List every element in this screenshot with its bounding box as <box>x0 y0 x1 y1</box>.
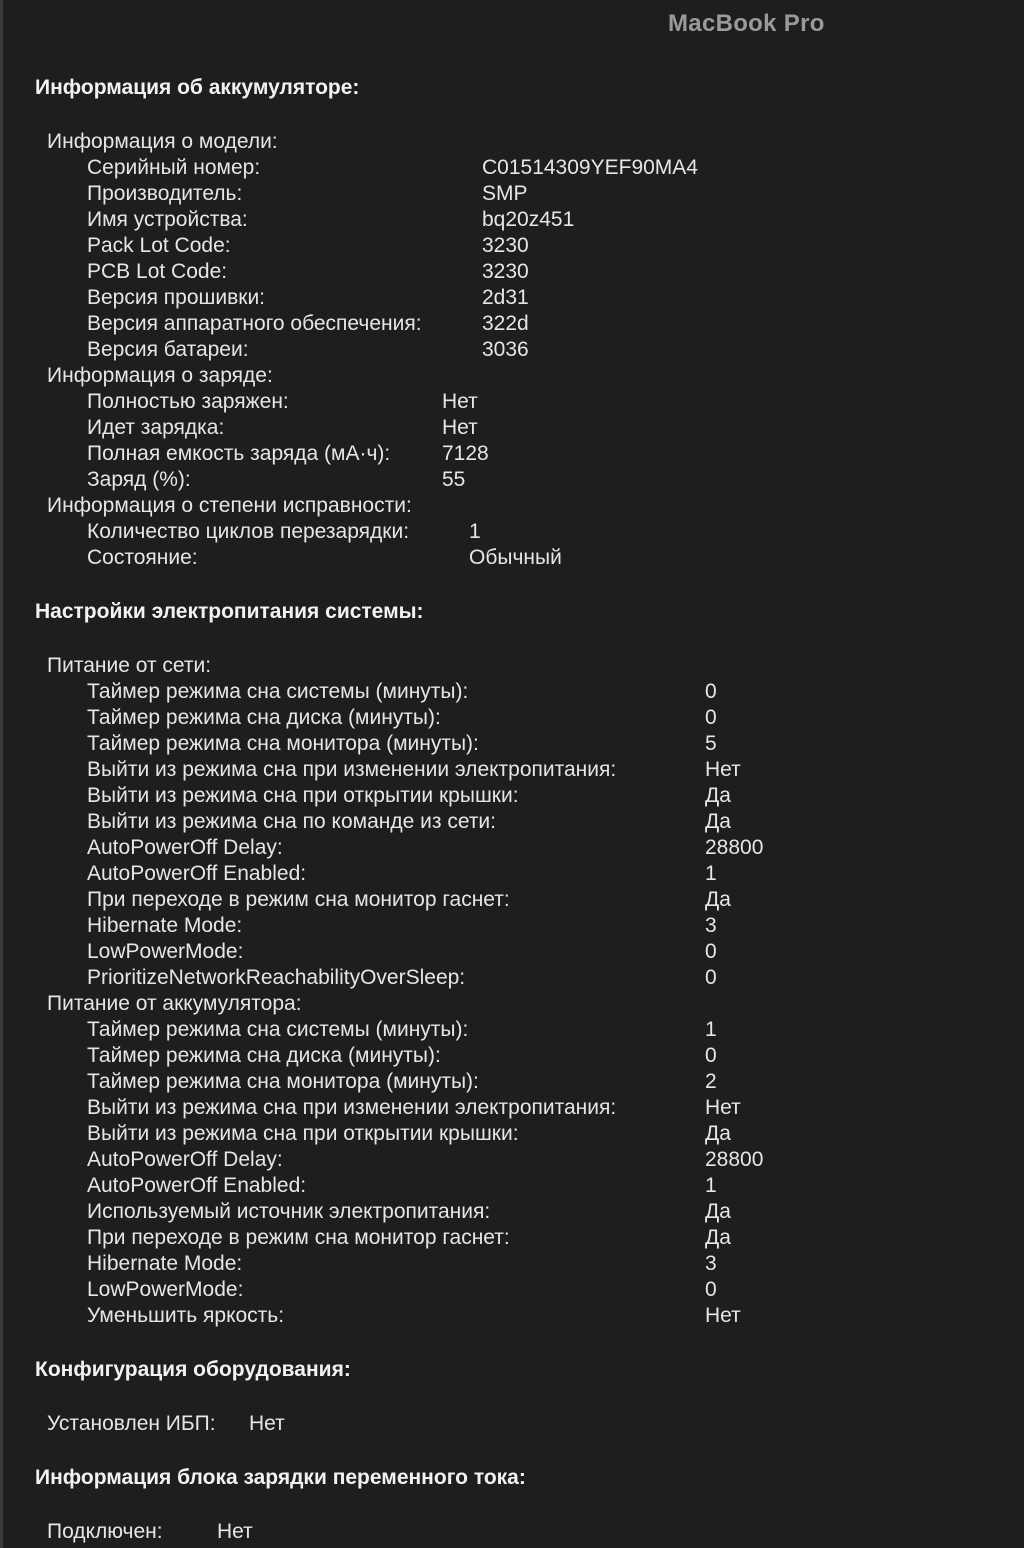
charger-connected-value: Нет <box>217 1520 253 1543</box>
ac-power-value: Нет <box>705 758 741 781</box>
charge-info-key: Заряд (%): <box>87 468 191 491</box>
model-info-key: PCB Lot Code: <box>87 260 228 283</box>
ac-power-value: Да <box>705 810 731 833</box>
hardware-config-heading: Конфигурация оборудования: <box>35 1358 351 1381</box>
battery-power-value: Нет <box>705 1304 741 1327</box>
battery-power-key: Выйти из режима сна при изменении электропитания: <box>87 1096 617 1119</box>
battery-power-key: Используемый источник электропитания: <box>87 1200 491 1223</box>
battery-power-value: 2 <box>705 1070 717 1093</box>
ac-power-key: Hibernate Mode: <box>87 914 243 937</box>
charge-info-row <box>87 416 987 442</box>
ac-power-row <box>87 862 987 888</box>
ac-power-key: При переходе в режим сна монитор гаснет: <box>87 888 510 911</box>
model-info-value: 322d <box>482 312 529 335</box>
model-info-key: Pack Lot Code: <box>87 234 231 257</box>
model-info-key: Производитель: <box>87 182 243 205</box>
battery-power-value: Да <box>705 1122 731 1145</box>
battery-power-key: AutoPowerOff Enabled: <box>87 1174 307 1197</box>
health-info-row <box>87 546 987 572</box>
charge-info-value: 7128 <box>442 442 489 465</box>
ups-installed-value: Нет <box>249 1412 285 1435</box>
ac-charger-heading: Информация блока зарядки переменного тока: <box>35 1466 526 1489</box>
battery-power-key: Уменьшить яркость: <box>87 1304 285 1327</box>
model-info-row <box>87 338 987 364</box>
model-info-row <box>87 286 987 312</box>
ac-power-key: Выйти из режима сна при изменении электропитания: <box>87 758 617 781</box>
model-info-value: SMP <box>482 182 528 205</box>
charge-info-row <box>87 468 987 494</box>
model-info-key: Версия прошивки: <box>87 286 266 309</box>
ac-power-value: 5 <box>705 732 717 755</box>
model-info-row <box>87 156 987 182</box>
ac-power-row <box>87 810 987 836</box>
ac-power-row <box>87 732 987 758</box>
ac-power-value: 0 <box>705 706 717 729</box>
ac-power-value: 3 <box>705 914 717 937</box>
model-info-row <box>87 260 987 286</box>
model-info-value: C01514309YEF90MA4 <box>482 156 698 179</box>
battery-power-value: Нет <box>705 1096 741 1119</box>
ac-power-value: Да <box>705 888 731 911</box>
health-info-value: Обычный <box>469 546 562 569</box>
ac-power-key: Выйти из режима сна при открытии крышки: <box>87 784 519 807</box>
ups-installed-row <box>47 1412 647 1438</box>
model-info-key: Версия аппаратного обеспечения: <box>87 312 422 335</box>
ac-power-row <box>87 940 987 966</box>
model-info-row <box>87 182 987 208</box>
model-info-value: 3036 <box>482 338 529 361</box>
battery-power-row <box>87 1226 987 1252</box>
power-settings-heading: Настройки электропитания системы: <box>35 600 424 623</box>
battery-power-value: Да <box>705 1226 731 1249</box>
charge-info-key: Полная емкость заряда (мА·ч): <box>87 442 391 465</box>
ac-power-key: Таймер режима сна диска (минуты): <box>87 706 441 729</box>
model-info-row <box>87 208 987 234</box>
ac-power-key: Выйти из режима сна по команде из сети: <box>87 810 496 833</box>
ac-power-row <box>87 784 987 810</box>
charge-info-value: 55 <box>442 468 466 491</box>
ac-power-row <box>87 836 987 862</box>
charge-info-key: Идет зарядка: <box>87 416 225 439</box>
ac-power-row <box>87 706 987 732</box>
charger-connected-key: Подключен: <box>47 1520 163 1543</box>
health-info-key: Состояние: <box>87 546 198 569</box>
model-info-value: 3230 <box>482 260 529 283</box>
battery-power-value: 0 <box>705 1044 717 1067</box>
title-bar <box>0 0 1024 52</box>
ac-power-row <box>87 680 987 706</box>
model-info-key: Имя устройства: <box>87 208 248 231</box>
battery-power-row <box>87 1122 987 1148</box>
charge-info-value: Нет <box>442 390 478 413</box>
charge-info-row <box>87 390 987 416</box>
battery-power-value: 1 <box>705 1018 717 1041</box>
model-info-row <box>87 234 987 260</box>
battery-power-key: Выйти из режима сна при открытии крышки: <box>87 1122 519 1145</box>
window-title: MacBook Pro <box>668 10 825 37</box>
model-info-value: 2d31 <box>482 286 529 309</box>
model-info-key: Версия батареи: <box>87 338 249 361</box>
charge-info-row <box>87 442 987 468</box>
battery-info-heading: Информация об аккумуляторе: <box>35 76 360 99</box>
charge-info-label: Информация о заряде: <box>47 364 273 387</box>
battery-power-key: LowPowerMode: <box>87 1278 244 1301</box>
battery-power-value: 3 <box>705 1252 717 1275</box>
ac-power-value: 1 <box>705 862 717 885</box>
health-info-key: Количество циклов перезарядки: <box>87 520 410 543</box>
model-info-label: Информация о модели: <box>47 130 278 153</box>
ac-power-value: Да <box>705 784 731 807</box>
battery-power-value: 0 <box>705 1278 717 1301</box>
window-left-border <box>0 0 3 1548</box>
battery-power-label: Питание от аккумулятора: <box>47 992 302 1015</box>
battery-power-key: Таймер режима сна системы (минуты): <box>87 1018 469 1041</box>
model-info-value: 3230 <box>482 234 529 257</box>
charger-connected-row <box>47 1520 647 1546</box>
battery-power-key: Таймер режима сна монитора (минуты): <box>87 1070 479 1093</box>
health-info-row <box>87 520 987 546</box>
ac-power-key: AutoPowerOff Enabled: <box>87 862 307 885</box>
battery-power-key: При переходе в режим сна монитор гаснет: <box>87 1226 510 1249</box>
health-info-value: 1 <box>469 520 481 543</box>
ac-power-key: AutoPowerOff Delay: <box>87 836 283 859</box>
battery-power-key: Hibernate Mode: <box>87 1252 243 1275</box>
ac-power-key: Таймер режима сна системы (минуты): <box>87 680 469 703</box>
battery-power-value: Да <box>705 1200 731 1223</box>
battery-power-row <box>87 1200 987 1226</box>
ac-power-row <box>87 966 987 992</box>
ac-power-row <box>87 888 987 914</box>
ac-power-value: 0 <box>705 966 717 989</box>
ac-power-value: 28800 <box>705 836 764 859</box>
battery-power-row <box>87 1044 987 1070</box>
battery-power-row <box>87 1148 987 1174</box>
ac-power-row <box>87 758 987 784</box>
model-info-row <box>87 312 987 338</box>
ac-power-value: 0 <box>705 680 717 703</box>
battery-power-key: Таймер режима сна диска (минуты): <box>87 1044 441 1067</box>
battery-power-row <box>87 1278 987 1304</box>
ups-installed-key: Установлен ИБП: <box>47 1412 216 1435</box>
ac-power-key: PrioritizeNetworkReachabilityOverSleep: <box>87 966 466 989</box>
battery-power-row <box>87 1304 987 1330</box>
ac-power-key: LowPowerMode: <box>87 940 244 963</box>
ac-power-value: 0 <box>705 940 717 963</box>
battery-power-value: 1 <box>705 1174 717 1197</box>
ac-power-label: Питание от сети: <box>47 654 212 677</box>
battery-power-row <box>87 1174 987 1200</box>
battery-power-row <box>87 1252 987 1278</box>
battery-power-row <box>87 1096 987 1122</box>
ac-power-key: Таймер режима сна монитора (минуты): <box>87 732 479 755</box>
battery-power-row <box>87 1018 987 1044</box>
charge-info-key: Полностью заряжен: <box>87 390 289 413</box>
battery-power-value: 28800 <box>705 1148 764 1171</box>
charge-info-value: Нет <box>442 416 478 439</box>
battery-power-row <box>87 1070 987 1096</box>
ac-power-row <box>87 914 987 940</box>
health-info-label: Информация о степени исправности: <box>47 494 412 517</box>
battery-power-key: AutoPowerOff Delay: <box>87 1148 283 1171</box>
model-info-value: bq20z451 <box>482 208 575 231</box>
model-info-key: Серийный номер: <box>87 156 261 179</box>
